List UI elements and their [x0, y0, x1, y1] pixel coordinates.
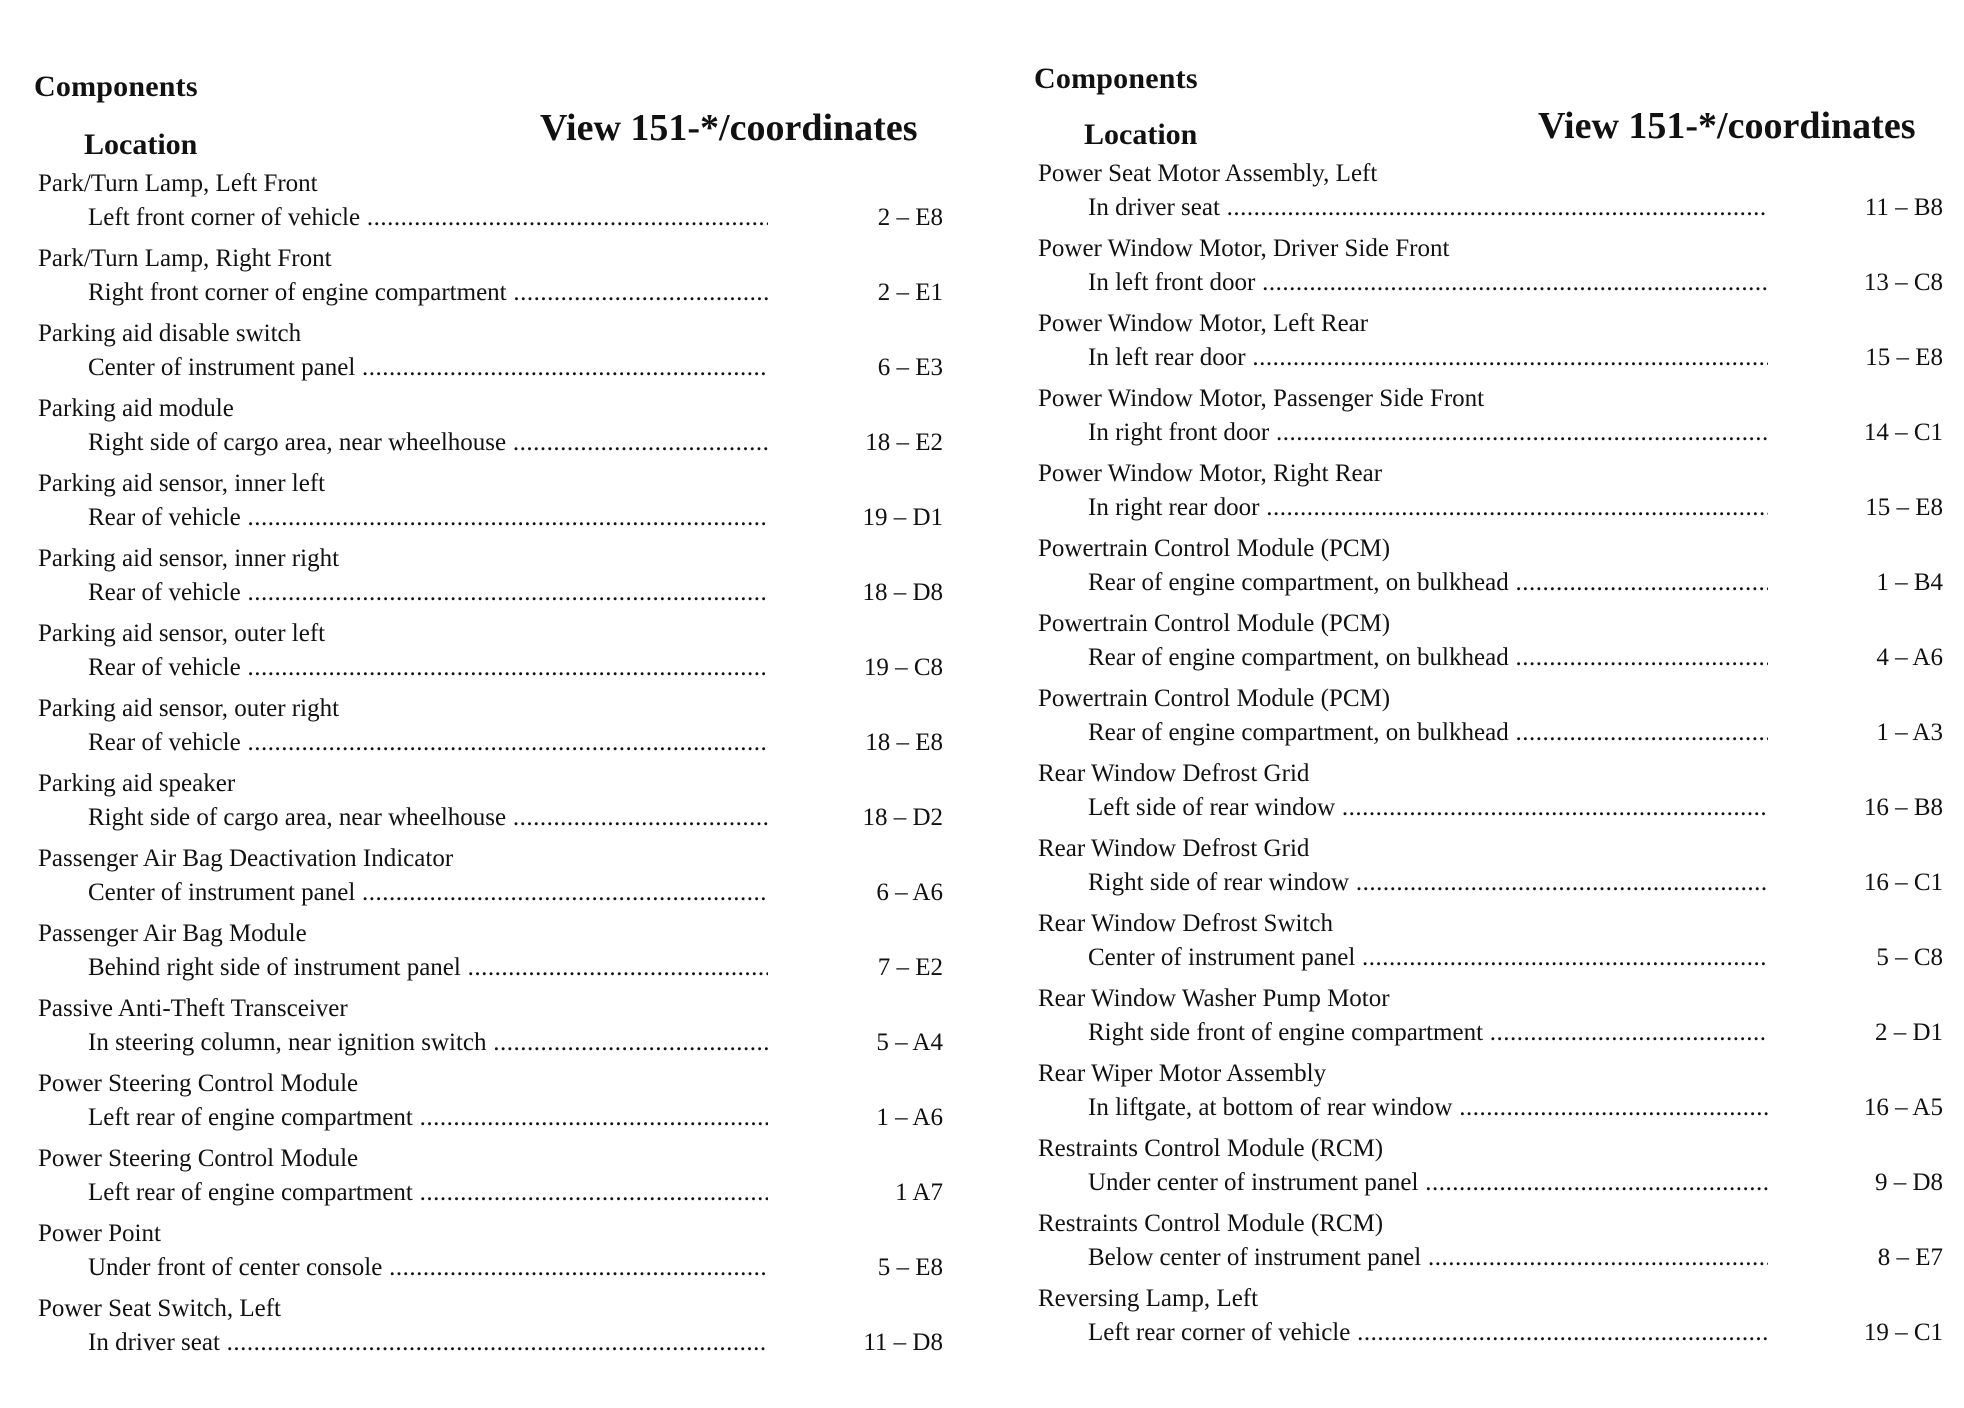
- component-location: In right rear door .....: [1088, 494, 1768, 522]
- component-entry: [1038, 1208, 1943, 1283]
- component-entry: [1038, 833, 1943, 908]
- component-entry: [38, 843, 943, 918]
- component-name: Parking aid sensor, inner left: [38, 470, 326, 497]
- component-name: Power Seat Switch, Left: [38, 1295, 282, 1322]
- view-coordinate: 18 – E2: [865, 429, 943, 456]
- view-coordinate: 16 – A5: [1863, 1094, 1943, 1121]
- view-coordinate: 19 – C1: [1863, 1319, 1943, 1346]
- component-entry: [1038, 233, 1943, 308]
- component-entry: [1038, 908, 1943, 983]
- view-coordinate: 8 – E7: [1877, 1244, 1943, 1271]
- component-entry: [38, 243, 943, 318]
- component-location: Behind right side of instrument panel .....: [88, 954, 768, 982]
- component-entry: [38, 693, 943, 768]
- component-entry: [38, 393, 943, 468]
- component-name: Park/Turn Lamp, Right Front: [38, 245, 332, 272]
- component-entry: [1038, 1283, 1943, 1358]
- component-location: Right side of cargo area, near wheelhouse .....: [88, 804, 768, 832]
- component-location: Center of instrument panel .....: [88, 354, 768, 382]
- view-coordinate: 11 – D8: [863, 1329, 943, 1356]
- component-location: Left rear of engine compartment .....: [88, 1179, 768, 1207]
- view-coordinate: 18 – E8: [865, 729, 943, 756]
- component-entry: [38, 1068, 943, 1143]
- component-location: Rear of engine compartment, on bulkhead .....: [1088, 719, 1768, 747]
- component-name: Parking aid sensor, outer right: [38, 695, 340, 722]
- component-entry: [1038, 1133, 1943, 1208]
- component-name: Rear Window Defrost Switch: [1038, 910, 1334, 937]
- component-location: Rear of engine compartment, on bulkhead .....: [1088, 569, 1768, 597]
- component-name: Powertrain Control Module (PCM): [1038, 685, 1391, 712]
- view-coordinate: 1 – A3: [1876, 719, 1943, 746]
- component-name: Powertrain Control Module (PCM): [1038, 610, 1391, 637]
- component-location: Left rear of engine compartment .....: [88, 1104, 768, 1132]
- component-entry: [1038, 1058, 1943, 1133]
- view-coordinate: 16 – C1: [1863, 869, 1943, 896]
- component-name: Rear Window Defrost Grid: [1038, 760, 1310, 787]
- component-entry: [38, 1293, 943, 1368]
- view-coordinate: 18 – D2: [862, 804, 943, 831]
- component-name: Rear Wiper Motor Assembly: [1038, 1060, 1327, 1087]
- component-entry: [38, 168, 943, 243]
- view-coordinate: 1 – A6: [876, 1104, 943, 1131]
- view-coordinate: 1 A7: [895, 1179, 943, 1206]
- view-coordinates-heading: View 151-*/coordinates: [540, 107, 918, 149]
- right-page: [1000, 0, 1964, 1408]
- component-location: In right front door .....: [1088, 419, 1768, 447]
- view-coordinate: 5 – A4: [876, 1029, 943, 1056]
- component-name: Restraints Control Module (RCM): [1038, 1210, 1384, 1237]
- view-coordinate: 19 – C8: [863, 654, 943, 681]
- view-coordinate: 4 – A6: [1876, 644, 1943, 671]
- component-entry: [38, 543, 943, 618]
- component-name: Power Window Motor, Passenger Side Front: [1038, 385, 1485, 412]
- components-heading: Components: [34, 70, 198, 103]
- component-entry: [1038, 608, 1943, 683]
- component-name: Power Window Motor, Left Rear: [1038, 310, 1369, 337]
- component-name: Parking aid disable switch: [38, 320, 302, 347]
- component-entry: [38, 468, 943, 543]
- component-entry: [1038, 308, 1943, 383]
- view-coordinate: 5 – C8: [1876, 944, 1943, 971]
- component-location: Center of instrument panel .....: [88, 879, 768, 907]
- component-name: Power Steering Control Module: [38, 1070, 359, 1097]
- component-location: Rear of vehicle .....: [88, 729, 768, 757]
- view-coordinate: 9 – D8: [1874, 1169, 1943, 1196]
- component-entry: [38, 993, 943, 1068]
- component-entry: [38, 768, 943, 843]
- view-coordinate: 16 – B8: [1863, 794, 1943, 821]
- view-coordinate: 7 – E2: [877, 954, 943, 981]
- left-page: [0, 0, 980, 1408]
- view-coordinate: 15 – E8: [1865, 344, 1943, 371]
- component-location: Center of instrument panel .....: [1088, 944, 1768, 972]
- component-name: Power Seat Motor Assembly, Left: [1038, 160, 1378, 187]
- view-coordinate: 5 – E8: [877, 1254, 943, 1281]
- component-location: Right side of cargo area, near wheelhouse .....: [88, 429, 768, 457]
- component-list: [1038, 158, 1943, 1358]
- location-heading: Location: [84, 128, 198, 161]
- component-entry: [38, 1143, 943, 1218]
- component-name: Parking aid module: [38, 395, 234, 422]
- component-location: Rear of engine compartment, on bulkhead .....: [1088, 644, 1768, 672]
- component-name: Powertrain Control Module (PCM): [1038, 535, 1391, 562]
- component-entry: [1038, 983, 1943, 1058]
- component-name: Power Steering Control Module: [38, 1145, 359, 1172]
- component-location: In left front door .....: [1088, 269, 1768, 297]
- component-location: Left side of rear window .....: [1088, 794, 1768, 822]
- component-location: Rear of vehicle .....: [88, 504, 768, 532]
- component-name: Power Window Motor, Driver Side Front: [1038, 235, 1450, 262]
- component-location: Under center of instrument panel .....: [1088, 1169, 1768, 1197]
- components-heading: Components: [1034, 62, 1198, 95]
- view-coordinate: 19 – D1: [862, 504, 943, 531]
- component-location: In liftgate, at bottom of rear window .....: [1088, 1094, 1768, 1122]
- view-coordinates-heading: View 151-*/coordinates: [1538, 105, 1916, 147]
- view-coordinate: 2 – E8: [877, 204, 943, 231]
- component-location: Rear of vehicle .....: [88, 654, 768, 682]
- view-coordinate: 18 – D8: [862, 579, 943, 606]
- component-entry: [1038, 533, 1943, 608]
- location-heading: Location: [1084, 118, 1198, 151]
- view-coordinate: 6 – E3: [877, 354, 943, 381]
- component-location: Right side front of engine compartment .....: [1088, 1019, 1768, 1047]
- component-name: Rear Window Washer Pump Motor: [1038, 985, 1390, 1012]
- component-location: Rear of vehicle .....: [88, 579, 768, 607]
- component-location: In steering column, near ignition switch .....: [88, 1029, 768, 1057]
- component-location: Left front corner of vehicle .....: [88, 204, 768, 232]
- component-location: In left rear door .....: [1088, 344, 1768, 372]
- component-entry: [38, 1218, 943, 1293]
- component-entry: [1038, 683, 1943, 758]
- component-location: Right front corner of engine compartment .....: [88, 279, 768, 307]
- view-coordinate: 2 – E1: [877, 279, 943, 306]
- component-name: Passenger Air Bag Deactivation Indicator: [38, 845, 454, 872]
- component-name: Power Window Motor, Right Rear: [1038, 460, 1383, 487]
- component-name: Rear Window Defrost Grid: [1038, 835, 1310, 862]
- component-entry: [1038, 758, 1943, 833]
- component-name: Park/Turn Lamp, Left Front: [38, 170, 318, 197]
- component-name: Parking aid sensor, inner right: [38, 545, 340, 572]
- component-name: Power Point: [38, 1220, 161, 1247]
- component-name: Passive Anti-Theft Transceiver: [38, 995, 348, 1022]
- component-location: Under front of center console .....: [88, 1254, 768, 1282]
- component-name: Parking aid speaker: [38, 770, 236, 797]
- view-coordinate: 13 – C8: [1863, 269, 1943, 296]
- component-name: Reversing Lamp, Left: [1038, 1285, 1259, 1312]
- view-coordinate: 6 – A6: [876, 879, 943, 906]
- component-location: Below center of instrument panel .....: [1088, 1244, 1768, 1272]
- view-coordinate: 2 – D1: [1874, 1019, 1943, 1046]
- component-entry: [1038, 158, 1943, 233]
- component-name: Parking aid sensor, outer left: [38, 620, 326, 647]
- component-entry: [1038, 383, 1943, 458]
- view-coordinate: 14 – C1: [1863, 419, 1943, 446]
- component-location: Right side of rear window .....: [1088, 869, 1768, 897]
- component-list: [38, 168, 943, 1368]
- component-entry: [38, 618, 943, 693]
- component-location: In driver seat .....: [88, 1329, 768, 1357]
- view-coordinate: 11 – B8: [1864, 194, 1943, 221]
- component-entry: [38, 918, 943, 993]
- component-location: In driver seat .....: [1088, 194, 1768, 222]
- view-coordinate: 15 – E8: [1865, 494, 1943, 521]
- component-entry: [38, 318, 943, 393]
- component-entry: [1038, 458, 1943, 533]
- view-coordinate: 1 – B4: [1876, 569, 1943, 596]
- component-name: Passenger Air Bag Module: [38, 920, 307, 947]
- component-location: Left rear corner of vehicle .....: [1088, 1319, 1768, 1347]
- component-name: Restraints Control Module (RCM): [1038, 1135, 1384, 1162]
